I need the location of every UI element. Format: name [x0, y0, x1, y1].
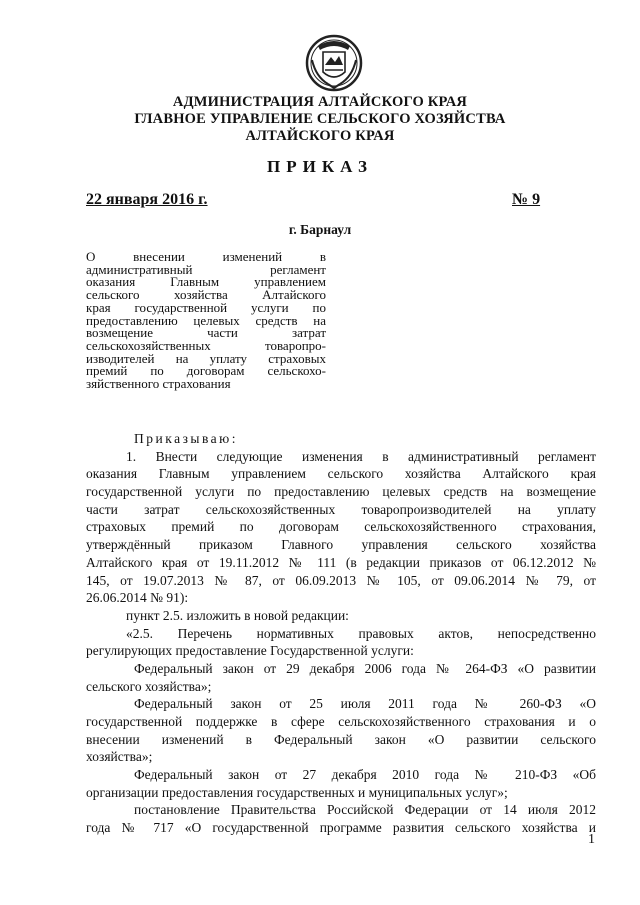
subject-line: изводителей на уплату страховых [86, 350, 326, 366]
body-line: «2.5. Перечень нормативных правовых актов, непосредственно [126, 625, 596, 641]
subject-line: сельского хозяйства Алтайского [86, 287, 326, 303]
body-line: 26.06.2014 № 91): [86, 590, 189, 606]
body-line: Федеральный закон от 25 июля 2011 года № 260-ФЗ «О [134, 696, 596, 712]
body-line: государственной услуги по предоставлению целевых средств на возмещение [86, 484, 596, 500]
document-body [86, 430, 596, 837]
body-line: хозяйства»; [86, 749, 153, 765]
body-line: оказания Главным управлением сельского хозяйства Алтайского края [86, 466, 596, 482]
subject-line: О внесении изменений в [86, 249, 326, 264]
body-line: государственной поддержке в сфере сельскохозяйственного страхования и о [86, 714, 596, 729]
subject-line: административный регламент [86, 261, 326, 277]
page-number: 1 [588, 832, 595, 847]
subject-line: края государственной услуги по [86, 299, 326, 315]
body-line: 1. Внести следующие изменения в административный регламент [126, 448, 596, 464]
subject-block [86, 251, 326, 391]
body-line: Федеральный закон от 29 декабря 2006 года № 264-ФЗ «О развитии [134, 660, 596, 676]
body-line: страховых премий по договорам сельскохозяйственного страхования, [86, 519, 596, 535]
body-line: внесении изменений в Федеральный закон «О развитии сельского [86, 731, 596, 747]
body-line: сельского хозяйства»; [86, 678, 212, 694]
header-line-1: АДМИНИСТРАЦИЯ АЛТАЙСКОГО КРАЯ [172, 94, 468, 110]
body-line: Алтайского края от 19.11.2012 № 111 (в редакции приказов от 06.12.2012 № [86, 554, 596, 570]
subject-line: возмещение части затрат [86, 325, 326, 341]
document-city: г. Барнаул [288, 222, 352, 237]
body-line: части затрат сельскохозяйственных товаропроизводителей на уплату [86, 501, 596, 517]
document-date: 22 января 2016 г. [86, 191, 208, 208]
document-title: ПРИКАЗ [267, 157, 373, 176]
header-line-3: АЛТАЙСКОГО КРАЯ [245, 128, 395, 144]
subject-line: премий по договорам сельскохо- [86, 363, 326, 379]
body-line: утверждённый приказом Главного управления сельского хозяйства [86, 537, 596, 553]
subject-line: сельскохозяйственных товаропро- [86, 337, 326, 353]
subject-line: зяйственного страхования [86, 376, 231, 392]
body-line: организации предоставления государственных и муниципальных услуг»; [86, 784, 508, 800]
order-word: Приказываю: [134, 431, 238, 446]
document-number: № 9 [512, 191, 541, 208]
body-line: пункт 2.5. изложить в новой редакции: [126, 607, 349, 623]
body-line: Федеральный закон от 27 декабря 2010 года № 210-ФЗ «Об [134, 767, 596, 783]
body-line: постановление Правительства Российской Федерации от 14 июля 2012 [134, 802, 596, 818]
body-line: 145, от 19.07.2013 № 87, от 06.09.2013 № 105, от 09.06.2014 № 79, от [86, 572, 596, 588]
subject-line: предоставлению целевых средств на [86, 312, 326, 328]
coat-of-arms-icon [304, 32, 364, 92]
body-line: года № 717 «О государственной программе развития сельского хозяйства и [86, 820, 596, 836]
subject-line: оказания Главным управлением [86, 274, 326, 290]
header-line-2: ГЛАВНОЕ УПРАВЛЕНИЕ СЕЛЬСКОГО ХОЗЯЙСТВА [134, 111, 506, 127]
body-line: регулирующих предоставление Государственной услуги: [86, 643, 414, 659]
